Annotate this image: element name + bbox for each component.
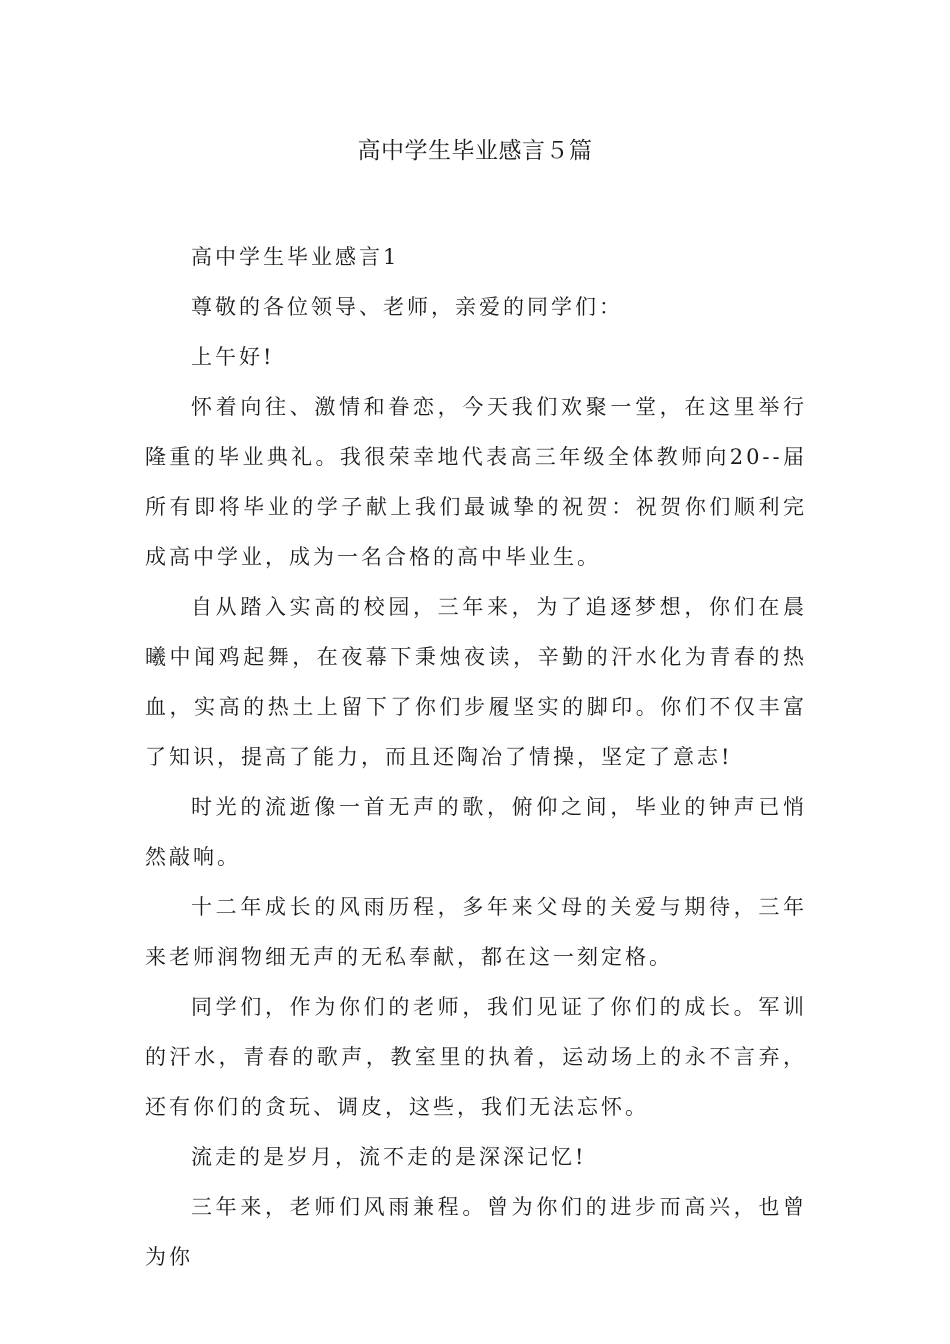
body-paragraph: 怀着向往、激情和眷恋，今天我们欢聚一堂，在这里举行隆重的毕业典礼。我很荣幸地代表高三年级全体教师向20--届所有即将毕业的学子献上我们最诚挚的祝贺：祝贺你们顺利完成高中学业，成为一名合格的高中毕业生。: [145, 395, 807, 569]
document-title: 高中学生毕业感言５篇: [357, 138, 593, 164]
body-paragraph: 自从踏入实高的校园，三年来，为了追逐梦想，你们在晨曦中闻鸡起舞，在夜幕下秉烛夜读，辛勤的汗水化为青春的热血，实高的热土上留下了你们步履坚实的脚印。你们不仅丰富了知识，提高了能力，而且还陶冶了情操，坚定了意志!: [145, 595, 807, 769]
body-paragraph: 十二年成长的风雨历程，多年来父母的关爱与期待，三年来老师润物细无声的无私奉献，都在这一刻定格。: [145, 895, 807, 969]
section-heading: 高中学生毕业感言1: [191, 245, 400, 269]
document-body: [145, 232, 807, 1282]
greeting: 上午好!: [191, 345, 275, 369]
body-paragraph: 时光的流逝像一首无声的歌，俯仰之间，毕业的钟声已悄然敲响。: [145, 795, 807, 869]
body-paragraph: 流走的是岁月，流不走的是深深记忆!: [191, 1145, 587, 1169]
salutation: 尊敬的各位领导、老师，亲爱的同学们：: [191, 295, 623, 319]
body-paragraph: 同学们，作为你们的老师，我们见证了你们的成长。军训的汗水，青春的歌声，教室里的执着，运动场上的永不言弃，还有你们的贪玩、调皮，这些，我们无法忘怀。: [145, 995, 807, 1119]
body-paragraph: 三年来，老师们风雨兼程。曾为你们的进步而高兴，也曾为你: [145, 1195, 807, 1269]
